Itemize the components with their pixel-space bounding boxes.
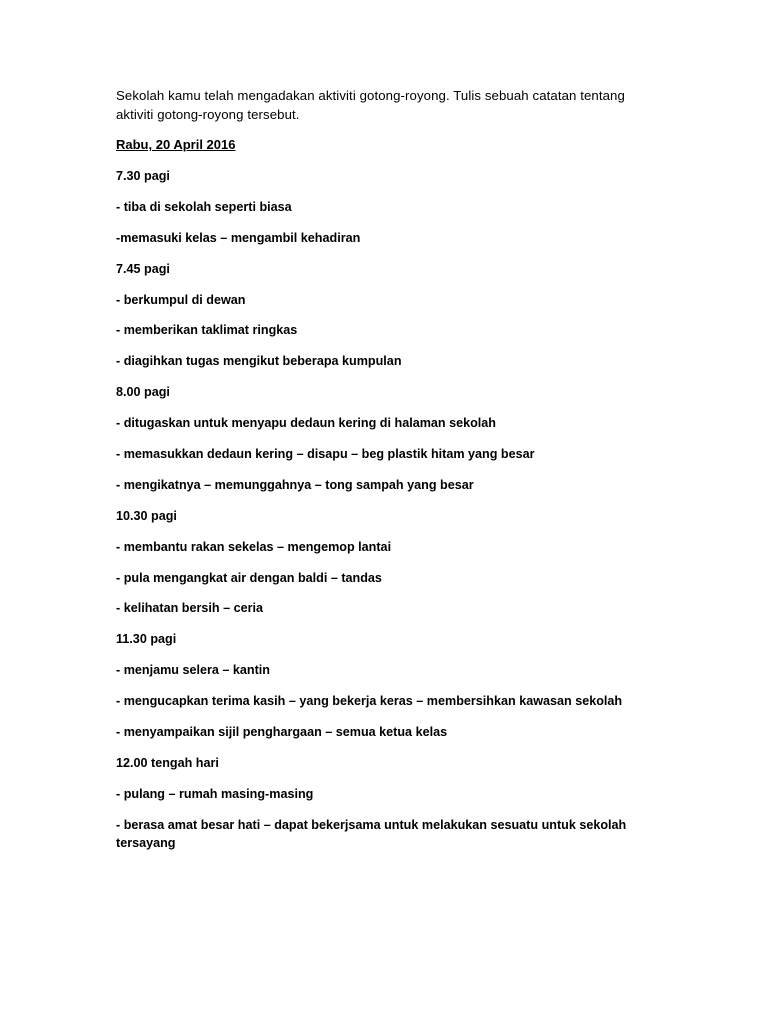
activity-line: - mengikatnya – memunggahnya – tong sampah yang besar xyxy=(116,477,474,492)
activity-line: - ditugaskan untuk menyapu dedaun kering di halaman sekolah xyxy=(116,416,496,431)
activity-line: -memasuki kelas – mengambil kehadiran xyxy=(116,230,361,245)
assignment-prompt: Sekolah kamu telah mengadakan aktiviti gotong-royong. Tulis sebuah catatan tentang aktiviti gotong-royong tersebut. xyxy=(116,88,625,122)
activity-line: - berasa amat besar hati – dapat bekerjsama untuk melakukan sesuatu untuk sekolah tersayang xyxy=(116,817,627,850)
time-heading: 7.30 pagi xyxy=(116,169,170,183)
activity-line: - pulang – rumah masing-masing xyxy=(116,786,314,801)
activity-line: - tiba di sekolah seperti biasa xyxy=(116,199,292,214)
activity-line: - menjamu selera – kantin xyxy=(116,663,270,678)
activity-line: - berkumpul di dewan xyxy=(116,292,246,307)
time-heading: 10.30 pagi xyxy=(116,508,177,523)
activity-line: - pula mengangkat air dengan baldi – tandas xyxy=(116,570,382,585)
time-heading: 12.00 tengah hari xyxy=(116,755,219,770)
activity-line: - menyampaikan sijil penghargaan – semua ketua kelas xyxy=(116,725,448,740)
activity-line: - memasukkan dedaun kering – disapu – beg plastik hitam yang besar xyxy=(116,447,535,462)
time-heading: 11.30 pagi xyxy=(116,632,177,647)
activity-line: - memberikan taklimat ringkas xyxy=(116,323,298,338)
time-heading: 7.45 pagi xyxy=(116,261,170,276)
activity-line: - membantu rakan sekelas – mengemop lantai xyxy=(116,539,392,554)
entry-date: Rabu, 20 April 2016 xyxy=(116,137,236,152)
activity-line: - diagihkan tugas mengikut beberapa kumpulan xyxy=(116,354,402,369)
time-heading: 8.00 pagi xyxy=(116,385,170,400)
activity-line: - mengucapkan terima kasih – yang bekerja keras – membersihkan kawasan sekolah xyxy=(116,694,623,709)
entry-lines xyxy=(116,167,636,865)
activity-line: - kelihatan bersih – ceria xyxy=(116,601,263,616)
